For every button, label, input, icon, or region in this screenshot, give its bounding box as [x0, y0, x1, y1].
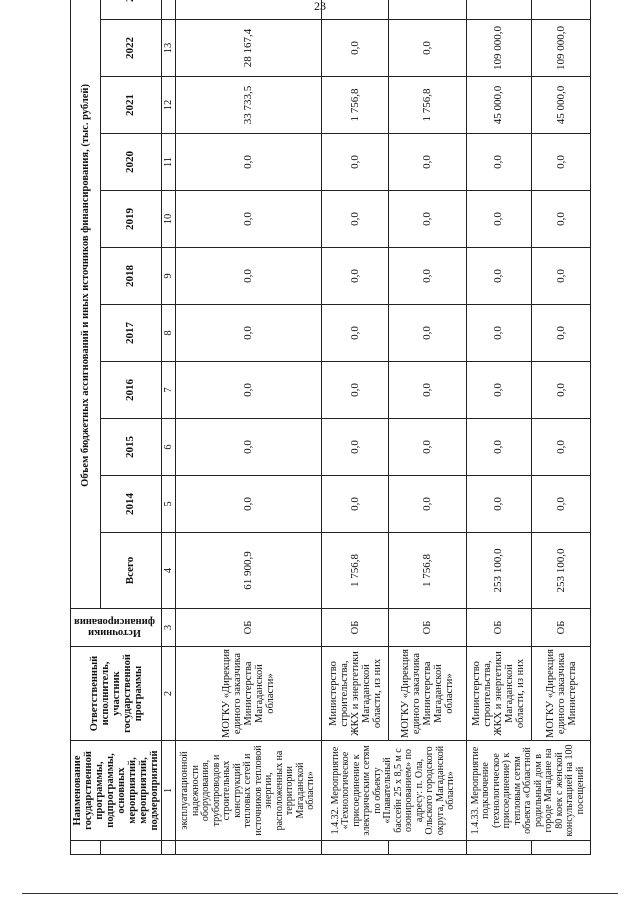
row-total: 61 900,9 [176, 533, 322, 609]
row-value: 0,0 [532, 476, 591, 533]
row-value: 0,0 [176, 305, 322, 362]
col-number: 11 [162, 134, 176, 191]
header-executor: Ответственный исполнитель, участник государственной программы [71, 647, 162, 741]
row-name: эксплуатационной надежности оборудования, трубопроводов и строительных конструкций тепловых сетей и источников тепловой энергии, расположенных на территории Магаданской области» [176, 741, 322, 841]
row-value: 0,0 [466, 134, 531, 191]
row-value: 0,0 [176, 476, 322, 533]
header-total: Всего [100, 533, 162, 609]
row-value: 0,0 [532, 191, 591, 248]
row-value: 0,0 [322, 134, 389, 191]
col-number: 8 [162, 305, 176, 362]
row-value: 28 167,4 [176, 20, 322, 77]
rotated-table-container [70, 20, 586, 855]
header-year: 2017 [100, 305, 162, 362]
row-total: 1 756,8 [322, 533, 389, 609]
row-value: 0,0 [389, 20, 467, 77]
row-value: 109 000,0 [466, 20, 531, 77]
col-number: 10 [162, 191, 176, 248]
header-year [100, 0, 162, 20]
table-row [176, 0, 322, 855]
table-row [322, 0, 389, 855]
row-value: 0,0 [466, 305, 531, 362]
col-number: 6 [162, 419, 176, 476]
col-number: 12 [162, 77, 176, 134]
row-total: 253 100,0 [466, 533, 531, 609]
header-year: 2018 [100, 248, 162, 305]
row-source: ОБ [389, 609, 467, 647]
row-source: ОБ [466, 609, 531, 647]
col-number: 7 [162, 362, 176, 419]
header-source-text: Источники финансирования [74, 616, 155, 639]
row-value: 0,0 [176, 362, 322, 419]
col-number: 9 [162, 248, 176, 305]
col-number: 2 [162, 647, 176, 741]
header-year: 2022 [100, 20, 162, 77]
row-value: 0,0 [322, 191, 389, 248]
row-value: 0,0 [466, 248, 531, 305]
row-value: 0,0 [466, 419, 531, 476]
row-source: ОБ [532, 609, 591, 647]
row-total: 253 100,0 [532, 533, 591, 609]
row-value: 0,0 [176, 248, 322, 305]
row-value: 1 756,8 [389, 77, 467, 134]
col-number [162, 0, 176, 20]
row-value: 0,0 [389, 248, 467, 305]
header-year: 2020 [100, 134, 162, 191]
row-value: 0,0 [389, 419, 467, 476]
col-number: 4 [162, 533, 176, 609]
row-value: 33 733,5 [176, 77, 322, 134]
row-value: 0,0 [322, 305, 389, 362]
row-value: 0,0 [532, 134, 591, 191]
row-value: 0,0 [389, 305, 467, 362]
col-number: 3 [162, 609, 176, 647]
row-value: 1 756,8 [322, 77, 389, 134]
header-year: 2016 [100, 362, 162, 419]
row-total: 1 756,8 [389, 533, 467, 609]
row-value: 0,0 [322, 248, 389, 305]
col-number: 13 [162, 20, 176, 77]
row-value: 0,0 [176, 419, 322, 476]
header-volume: Объем бюджетных ассигнований и иных источников финансирования, (тыс. рублей) [71, 0, 101, 609]
col-number: 5 [162, 476, 176, 533]
row-value: 0,0 [532, 248, 591, 305]
row-value: 0,0 [466, 191, 531, 248]
row-executor: МОГКУ «Дирекция единого заказчика Министерства Магаданской области» [176, 647, 322, 741]
row-value [466, 0, 531, 20]
row-value [176, 0, 322, 20]
row-executor: Министерство строительства, ЖКХ и энергетики Магаданской области, из них [322, 647, 389, 741]
row-executor: МОГКУ «Дирекция единого заказчика Министерства Магаданской области» [389, 647, 467, 741]
row-value: 0,0 [532, 419, 591, 476]
row-value: 0,0 [322, 476, 389, 533]
financing-table [70, 0, 591, 855]
row-value [532, 0, 591, 20]
row-value: 0,0 [389, 191, 467, 248]
page-number: 23 [314, 0, 326, 13]
row-value: 0,0 [389, 476, 467, 533]
row-value: 0,0 [466, 362, 531, 419]
row-value: 0,0 [532, 362, 591, 419]
row-value: 45 000,0 [466, 77, 531, 134]
row-source: ОБ [322, 609, 389, 647]
row-value: 0,0 [322, 362, 389, 419]
col-number: 1 [162, 741, 176, 841]
row-value [322, 0, 389, 20]
row-value: 0,0 [176, 134, 322, 191]
row-executor: МОГКУ «Дирекция единого заказчика Министерства [532, 647, 591, 741]
bottom-rule [22, 893, 618, 894]
header-year: 2015 [100, 419, 162, 476]
row-executor: Министерство строительства, ЖКХ и энергетики Магаданской области, из них [466, 647, 531, 741]
row-name: 1.4.33. Мероприятие подключение (технологическое присоединение) к тепловым сетям объекта «Областной родильный дом в городе Магадане на 80 коек с женской консультацией на 100 посещений [466, 741, 590, 841]
row-value: 109 000,0 [532, 20, 591, 77]
row-name: 1.4.32. Мероприятие «Технологическое присоединение к электрическим сетям по объекту «Плавательный бассейн 25 х 8,5 м с озонированием» по адресу: п. Ола, Ольского городского округа, Магаданской области» [322, 741, 467, 841]
header-source [71, 609, 162, 647]
header-year: 2019 [100, 191, 162, 248]
row-value: 0,0 [466, 476, 531, 533]
header-year: 2014 [100, 476, 162, 533]
row-value: 0,0 [322, 419, 389, 476]
table-row [532, 0, 591, 855]
row-value: 0,0 [389, 362, 467, 419]
row-value: 0,0 [176, 191, 322, 248]
row-value: 0,0 [389, 134, 467, 191]
table-row [389, 0, 467, 855]
row-value: 45 000,0 [532, 77, 591, 134]
row-source: ОБ [176, 609, 322, 647]
table-row [466, 0, 531, 855]
row-value [389, 0, 467, 20]
header-year: 2021 [100, 77, 162, 134]
header-name: Наименование государственной программы, подпрограммы, основных мероприятий, мероприятий, подмероприятий [71, 741, 162, 841]
row-value: 0,0 [322, 20, 389, 77]
row-value: 0,0 [532, 305, 591, 362]
